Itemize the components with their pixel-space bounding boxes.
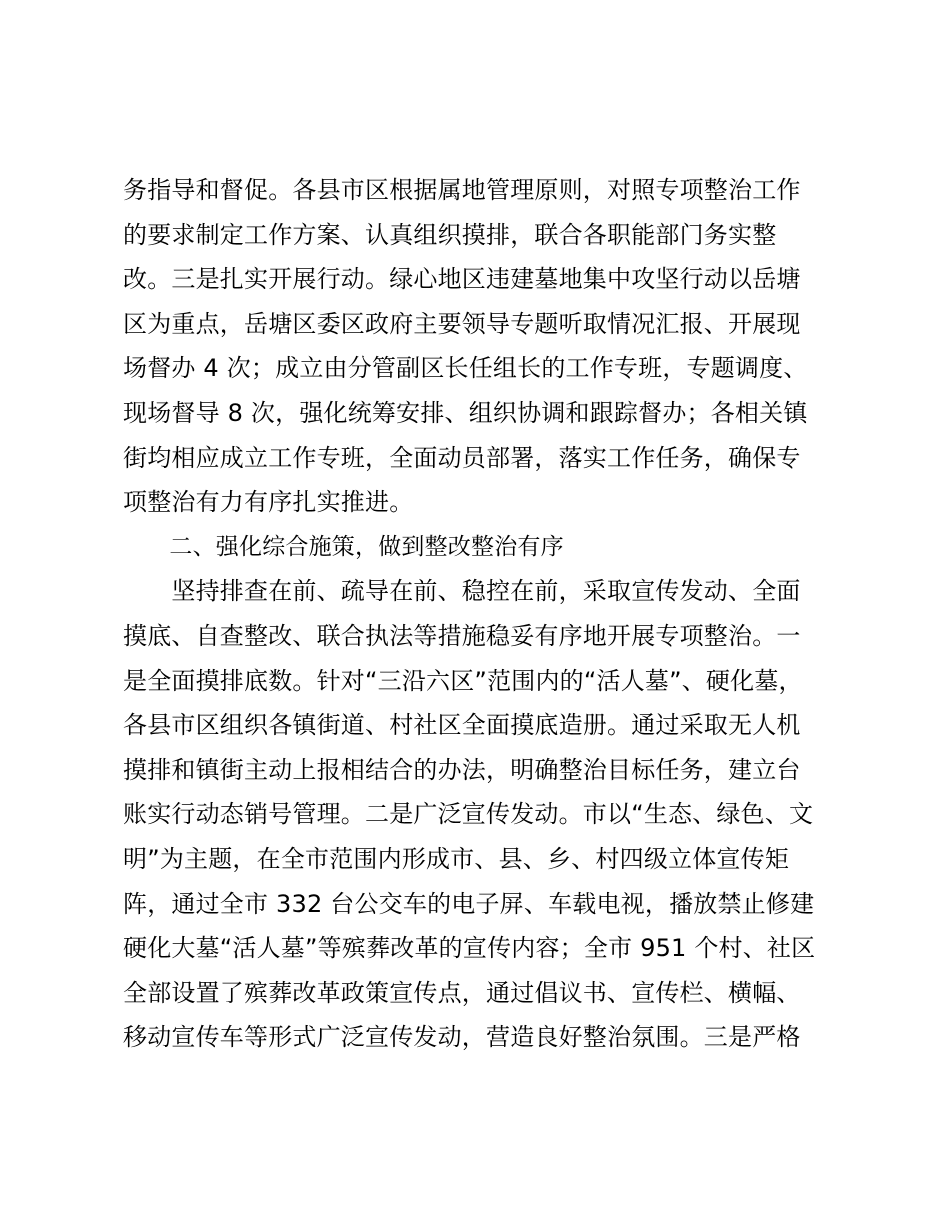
text-line: 明”为主题，在全市范围内形成市、县、乡、村四级立体宣传矩: [123, 844, 790, 873]
text-line: 移动宣传车等形式广泛宣传发动，营造良好整治氛围。三是严格: [123, 1023, 801, 1052]
text-line: 硬化大墓“活人墓”等殡葬改革的宣传内容；全市 951 个村、社区: [123, 934, 816, 963]
text-line: 全部设置了殡葬改革政策宣传点，通过倡议书、宣传栏、横幅、: [123, 978, 801, 1007]
text-line: 摸排和镇街主动上报相结合的办法，明确整治目标任务，建立台: [123, 755, 801, 784]
text-line: 的要求制定工作方案、认真组织摸排，联合各职能部门务实整: [123, 220, 777, 249]
text-line: 区为重点，岳塘区委区政府主要领导专题听取情况汇报、开展现: [123, 309, 801, 338]
text-line: 是全面摸排底数。针对“三沿六区”范围内的“活人墓”、硬化墓，: [123, 666, 803, 695]
text-line: 各县市区组织各镇街道、村社区全面摸底造册。通过采取无人机: [123, 711, 801, 740]
text-line: 街均相应成立工作专班，全面动员部署，落实工作任务，确保专: [123, 443, 801, 472]
section-heading: 二、强化综合施策，做到整改整治有序: [123, 533, 564, 560]
text-line: 账实行动态销号管理。二是广泛宣传发动。市以“生态、绿色、文: [123, 800, 814, 829]
document-body: [123, 168, 843, 1060]
text-line: 现场督导 8 次，强化统筹安排、组织协调和跟踪督办；各相关镇: [123, 398, 808, 427]
text-line: 务指导和督促。各县市区根据属地管理原则，对照专项整治工作: [123, 176, 801, 204]
text-line: 坚持排查在前、疏导在前、稳控在前，采取宣传发动、全面: [123, 577, 801, 606]
text-line: 阵，通过全市 332 台公交车的电子屏、车载电视，播放禁止修建: [123, 889, 815, 918]
text-line: 摸底、自查整改、联合执法等措施稳妥有序地开展专项整治。一: [123, 621, 801, 650]
text-line: 项整治有力有序扎实推进。: [123, 488, 414, 517]
text-line: 改。三是扎实开展行动。绿心地区违建墓地集中攻坚行动以岳塘: [123, 265, 801, 294]
text-line: 场督办 4 次；成立由分管副区长任组长的工作专班，专题调度、: [123, 354, 808, 383]
